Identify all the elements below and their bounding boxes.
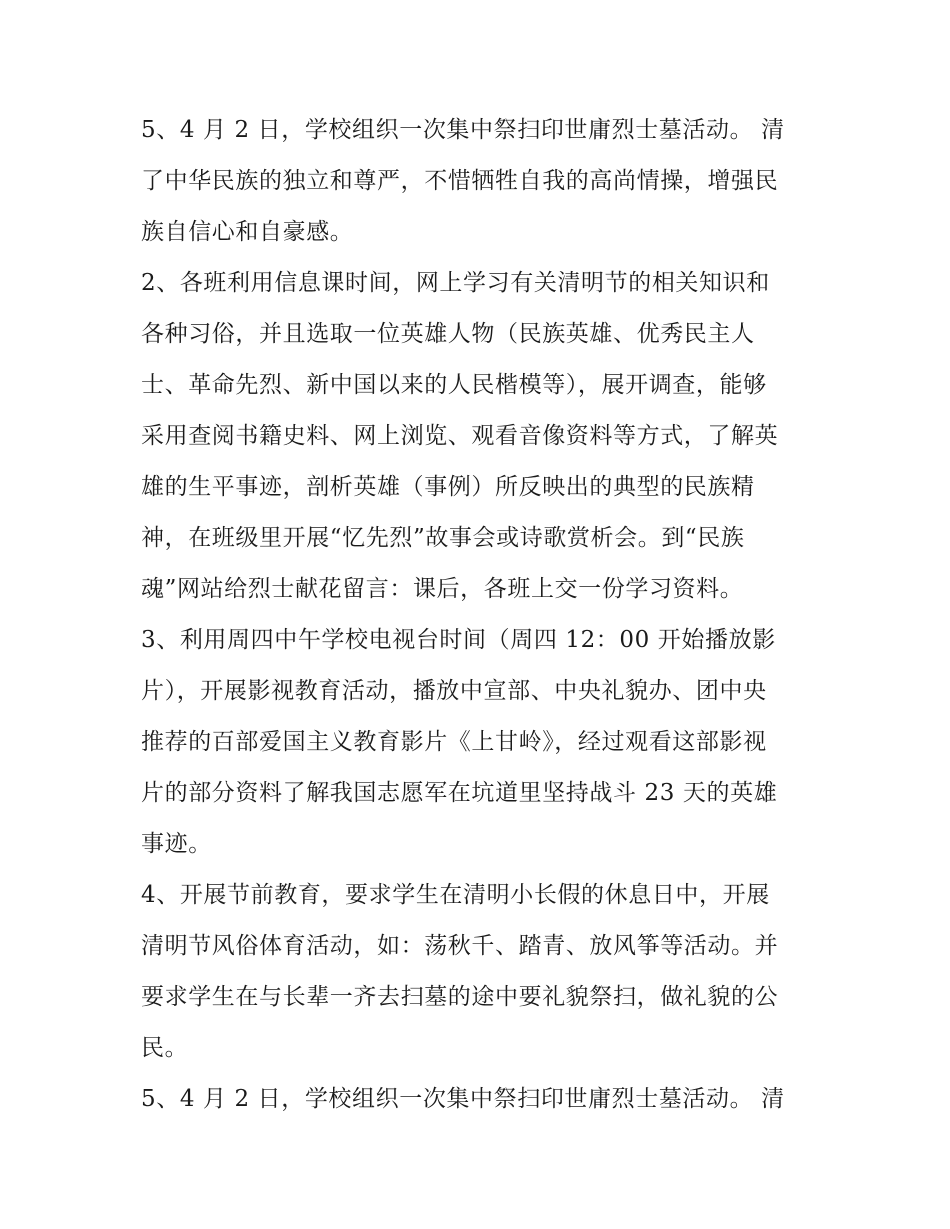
text-line: 片的部分资料了解我国志愿军在坑道里坚持战斗 23 天的英雄: [141, 780, 778, 806]
text-line: 采用查阅书籍史料、网上浏览、观看音像资料等方式，了解英: [141, 423, 779, 449]
text-line: 士、革命先烈、新中国以来的人民楷模等），展开调查，能够: [141, 372, 767, 398]
text-line: 清明节风俗体育活动，如：荡秋千、踏青、放风筝等活动。并: [141, 933, 779, 959]
text-line: 5、4 月 2 日，学校组织一次集中祭扫印世庸烈士墓活动。 清: [141, 117, 785, 143]
text-line: 推荐的百部爱国主义教育影片《上甘岭》，经过观看这部影视: [141, 729, 767, 755]
text-line: 事迹。: [141, 831, 212, 857]
text-line: 神，在班级里开展“忆先烈”故事会或诗歌赏析会。到“民族: [141, 525, 745, 551]
text-line: 3、利用周四中午学校电视台时间（周四 12：00 开始播放影: [141, 627, 776, 653]
text-line: 4、开展节前教育，要求学生在清明小长假的休息日中，开展: [141, 882, 770, 908]
text-line: 各种习俗，并且选取一位英雄人物（民族英雄、优秀民主人: [141, 321, 755, 347]
text-line: 了中华民族的独立和尊严，不惜牺牲自我的高尚情操，增强民: [141, 168, 779, 194]
text-line: 要求学生在与长辈一齐去扫墓的途中要礼貌祭扫，做礼貌的公: [141, 984, 779, 1010]
text-line: 族自信心和自豪感。: [141, 219, 354, 245]
text-line: 魂”网站给烈士献花留言：课后，各班上交一份学习资料。: [141, 576, 744, 602]
text-line: 民。: [141, 1035, 189, 1061]
text-line: 5、4 月 2 日，学校组织一次集中祭扫印世庸烈士墓活动。 清: [141, 1086, 785, 1112]
text-line: 片），开展影视教育活动，播放中宣部、中央礼貌办、团中央: [141, 678, 767, 704]
text-line: 雄的生平事迹，剖析英雄（事例）所反映出的典型的民族精: [141, 474, 755, 500]
text-line: 2、各班利用信息课时间，网上学习有关清明节的相关知识和: [141, 270, 770, 296]
